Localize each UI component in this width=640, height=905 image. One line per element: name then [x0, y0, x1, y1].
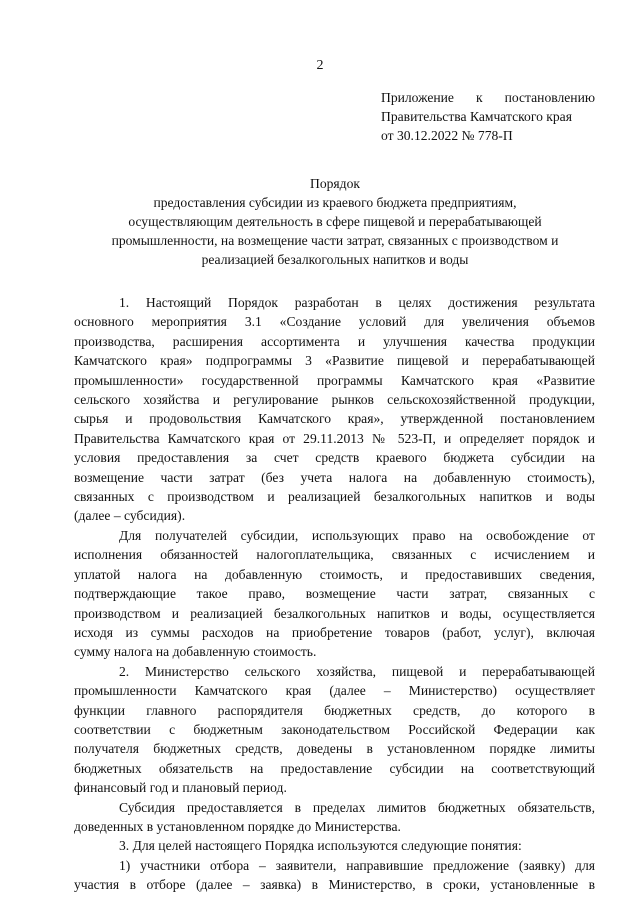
paragraph-line: исполнения обязанностей налогоплательщика, связанных с исчислением и	[74, 547, 595, 563]
paragraph	[74, 526, 595, 662]
paragraph-line: (далее – субсидия).	[74, 508, 186, 524]
paragraph-line: Для получателей субсидии, использующих право на освобождение от	[119, 527, 595, 543]
document-body	[74, 293, 595, 895]
paragraph-line: сырья и продовольствия Камчатского края», утвержденной постановлением	[74, 411, 595, 427]
paragraph-line: финансовый год и плановый период.	[74, 780, 287, 796]
paragraph-line: промышленности Камчатского края (далее – Министерство) осуществляет	[74, 683, 595, 699]
paragraph-line: 3. Для целей настоящего Порядка используются следующие понятия:	[119, 838, 522, 854]
paragraph-line: производством и реализацией безалкогольных напитков и воды, осуществляется	[74, 605, 595, 621]
paragraph-line: Субсидия предоставляется в пределах лимитов бюджетных обязательств,	[119, 799, 595, 815]
paragraph-line: производства, расширения ассортимента и улучшения качества продукции	[74, 333, 595, 349]
paragraph	[74, 293, 595, 526]
paragraph	[74, 836, 595, 855]
appendix-line: Правительства Камчатского края	[381, 109, 572, 124]
document-title	[70, 174, 600, 269]
paragraph-line: соответствии с бюджетным законодательством Российской Федерации как	[74, 721, 595, 737]
paragraph-line: уплатой налога на добавленную стоимость, и предоставивших сведения,	[74, 566, 595, 582]
paragraph-line: доведенных в установленном порядке до Министерства.	[74, 818, 401, 834]
paragraph-line: функции главного распорядителя бюджетных средств, до которого в	[74, 702, 595, 718]
paragraph-line: условия предоставления за счет средств краевого бюджета субсидии на	[74, 450, 595, 466]
paragraph	[74, 856, 595, 895]
appendix-reference	[381, 88, 595, 145]
title-line: осуществляющим деятельность в сфере пищевой и перерабатывающей	[128, 214, 542, 229]
paragraph-line: основного мероприятия 3.1 «Создание условий для увеличения объемов	[74, 314, 595, 330]
appendix-line: Приложение к постановлению	[381, 90, 595, 105]
paragraph-line: Правительства Камчатского края от 29.11.2013 № 523-П, и определяет порядок и	[74, 430, 595, 446]
paragraph-line: получателя бюджетных средств, доведены в установленном порядке лимиты	[74, 741, 595, 757]
paragraph	[74, 798, 595, 837]
paragraph-line: сумму налога на добавленную стоимость.	[74, 644, 317, 660]
paragraph-line: сельского хозяйства и регулирование рынков сельскохозяйственной продукции,	[74, 392, 595, 408]
paragraph-line: бюджетных обязательств на предоставление субсидии на соответствующий	[74, 760, 595, 776]
paragraph-line: 1) участники отбора – заявители, направившие предложение (заявку) для	[119, 857, 595, 873]
paragraph-line: участия в отборе (далее – заявка) в Министерство, в сроки, установленные в	[74, 877, 595, 893]
title-heading: Порядок	[310, 176, 360, 191]
paragraph-line: связанных с производством и реализацией безалкогольных напитков и воды	[74, 489, 595, 505]
paragraph-line: возмещение части затрат (без учета налога на добавленную стоимость),	[74, 469, 595, 485]
paragraph-line: 2. Министерство сельского хозяйства, пищевой и перерабатывающей	[119, 663, 595, 679]
title-line: промышленности, на возмещение части затрат, связанных с производством и	[111, 233, 559, 248]
paragraph-line: исходя из суммы расходов на приобретение товаров (работ, услуг), включая	[74, 624, 595, 640]
title-line: реализацией безалкогольных напитков и воды	[201, 252, 469, 267]
title-line: предоставления субсидии из краевого бюджета предприятиям,	[153, 195, 517, 210]
paragraph-line: 1. Настоящий Порядок разработан в целях достижения результата	[119, 295, 595, 310]
paragraph	[74, 662, 595, 798]
paragraph-line: промышленности» государственной программы Камчатского края «Развитие	[74, 372, 595, 388]
appendix-line: от 30.12.2022 № 778-П	[381, 128, 513, 143]
paragraph-line: подтверждающие такое право, возмещение части затрат, связанных с	[74, 586, 595, 602]
paragraph-line: Камчатского края» подпрограммы 3 «Развитие пищевой и перерабатывающей	[74, 353, 595, 369]
page-number: 2	[316, 58, 324, 73]
